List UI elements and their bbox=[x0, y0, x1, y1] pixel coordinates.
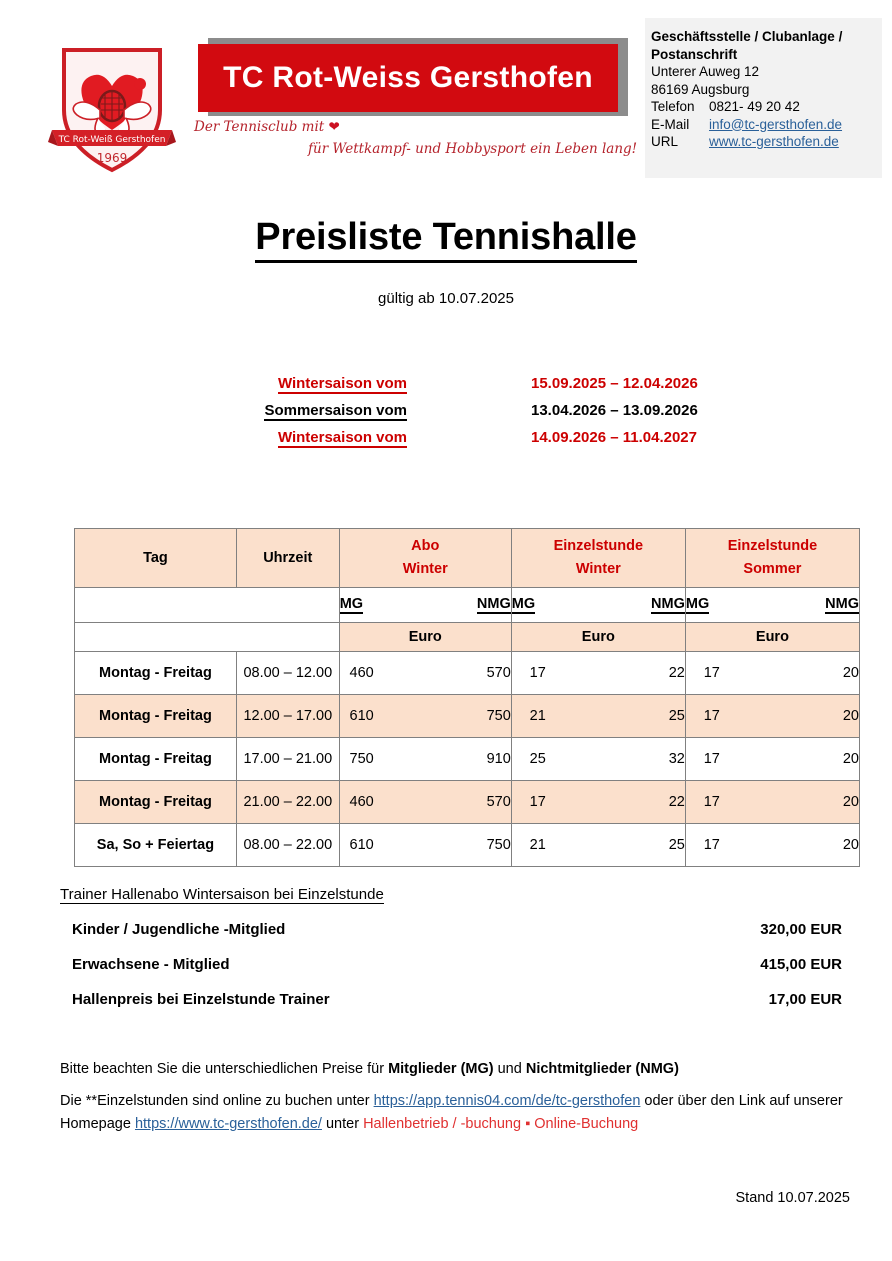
cell-einzel-winter bbox=[511, 695, 685, 738]
cell-einzel-sommer bbox=[685, 824, 859, 867]
note-membership bbox=[60, 1061, 679, 1077]
trainer-label: Kinder / Jugendliche -Mitglied bbox=[72, 921, 286, 938]
cell-ew-mg: 25 bbox=[529, 751, 546, 767]
table-row bbox=[75, 738, 860, 781]
note2-part-b: oder über den Link auf unserer Homepage bbox=[60, 1093, 843, 1132]
cell-abo-mg: 460 bbox=[349, 794, 374, 810]
season-dates: 15.09.2025 – 12.04.2026 bbox=[531, 375, 698, 392]
cell-uhrzeit: 12.00 – 17.00 bbox=[236, 695, 339, 738]
cell-tag: Montag - Freitag bbox=[75, 652, 237, 695]
page-title-text: Preisliste Tennishalle bbox=[255, 216, 636, 263]
cell-abo bbox=[339, 781, 511, 824]
trainer-price: 320,00 EUR bbox=[760, 921, 842, 938]
cell-es-mg: 17 bbox=[703, 708, 720, 724]
subheader-einzel-sommer bbox=[685, 588, 859, 623]
subheader-abo bbox=[339, 588, 511, 623]
cell-abo-mg: 610 bbox=[349, 837, 374, 853]
contact-url-row bbox=[651, 133, 882, 151]
cell-abo bbox=[339, 824, 511, 867]
table-row bbox=[75, 652, 860, 695]
cell-ew-nmg: 22 bbox=[668, 665, 685, 681]
contact-title-line-1: Geschäftsstelle / Clubanlage / bbox=[651, 29, 843, 44]
cell-abo-nmg: 750 bbox=[486, 837, 511, 853]
cell-es-nmg: 20 bbox=[842, 708, 859, 724]
cell-abo bbox=[339, 652, 511, 695]
contact-street: Unterer Auweg 12 bbox=[651, 64, 760, 79]
logo-year: 1969 bbox=[96, 151, 128, 165]
trainer-price: 17,00 EUR bbox=[768, 991, 842, 1008]
cell-einzel-winter bbox=[511, 738, 685, 781]
cell-abo-mg: 750 bbox=[349, 751, 374, 767]
cell-abo-nmg: 570 bbox=[486, 665, 511, 681]
sub-nmg-label: NMG bbox=[825, 596, 859, 612]
email-label: E-Mail bbox=[651, 116, 690, 132]
booking-app-link[interactable]: https://app.tennis04.com/de/tc-gersthofen bbox=[373, 1093, 641, 1109]
season-row bbox=[0, 402, 892, 429]
note1-mg: Mitglieder (MG) bbox=[388, 1061, 494, 1077]
currency-abo: Euro bbox=[339, 623, 511, 652]
trainer-item bbox=[72, 991, 842, 1008]
cell-ew-mg: 21 bbox=[529, 708, 546, 724]
tagline-line-2: für Wettkampf- und Hobbysport ein Leben lang! bbox=[308, 141, 638, 157]
cell-es-mg: 17 bbox=[703, 837, 720, 853]
website-link[interactable]: www.tc-gersthofen.de bbox=[709, 134, 839, 149]
club-name-banner bbox=[198, 30, 628, 120]
season-dates: 14.09.2026 – 11.04.2027 bbox=[531, 429, 697, 446]
cell-abo-nmg: 750 bbox=[486, 708, 511, 724]
homepage-link[interactable]: https://www.tc-gersthofen.de/ bbox=[134, 1116, 322, 1132]
season-row bbox=[0, 375, 892, 402]
cell-uhrzeit: 17.00 – 21.00 bbox=[236, 738, 339, 781]
trainer-label: Erwachsene - Mitglied bbox=[72, 956, 230, 973]
booking-path-text: Hallenbetrieb / -buchung ▪ Online-Buchung bbox=[363, 1116, 639, 1132]
table-row bbox=[75, 781, 860, 824]
note-booking bbox=[60, 1090, 860, 1136]
trainer-label: Hallenpreis bei Einzelstunde Trainer bbox=[72, 991, 330, 1008]
cell-einzel-sommer bbox=[685, 781, 859, 824]
sub-mg-label: MG bbox=[511, 596, 536, 612]
note1-nmg: Nichtmitglieder (NMG) bbox=[525, 1061, 679, 1077]
cell-es-mg: 17 bbox=[703, 665, 720, 681]
shield-logo-icon bbox=[46, 38, 178, 178]
cell-tag: Montag - Freitag bbox=[75, 695, 237, 738]
group-line-1: Einzelstunde bbox=[553, 538, 644, 554]
note1-part-c: und bbox=[493, 1061, 526, 1077]
cell-es-mg: 17 bbox=[703, 794, 720, 810]
cell-abo bbox=[339, 695, 511, 738]
table-currency-row bbox=[75, 623, 860, 652]
tagline-text-1: Der Tennisclub mit bbox=[194, 119, 325, 135]
banner-red-box bbox=[198, 44, 618, 112]
sub-nmg-label: NMG bbox=[651, 596, 685, 612]
trainer-section-heading: Trainer Hallenabo Wintersaison bei Einzelstunde bbox=[60, 886, 384, 903]
page-title bbox=[0, 216, 892, 263]
season-label: Wintersaison vom bbox=[277, 429, 407, 446]
cell-uhrzeit: 21.00 – 22.00 bbox=[236, 781, 339, 824]
note2-part-a: Die **Einzelstunden sind online zu buchen unter bbox=[60, 1093, 374, 1109]
table-row bbox=[75, 824, 860, 867]
cell-es-nmg: 20 bbox=[842, 751, 859, 767]
header-tag: Tag bbox=[75, 529, 237, 588]
group-line-2: Sommer bbox=[743, 561, 802, 577]
cell-ew-mg: 17 bbox=[529, 665, 546, 681]
contact-email-row bbox=[651, 116, 882, 134]
group-line-2: Winter bbox=[402, 561, 448, 577]
trainer-item bbox=[72, 921, 842, 938]
table-header-group-row bbox=[75, 529, 860, 588]
cell-tag: Sa, So + Feiertag bbox=[75, 824, 237, 867]
cell-ew-nmg: 25 bbox=[668, 837, 685, 853]
header-group-einzelstunde-sommer bbox=[685, 529, 859, 588]
page-header bbox=[0, 0, 892, 185]
season-list bbox=[0, 375, 892, 456]
table-row bbox=[75, 695, 860, 738]
email-link[interactable]: info@tc-gersthofen.de bbox=[709, 116, 843, 132]
currency-einzel-sommer: Euro bbox=[685, 623, 859, 652]
table-subheader-row bbox=[75, 588, 860, 623]
cell-einzel-winter bbox=[511, 824, 685, 867]
note2-part-c: unter bbox=[321, 1116, 364, 1132]
header-group-abo-winter bbox=[339, 529, 511, 588]
group-line-1: Abo bbox=[411, 538, 440, 554]
season-dates: 13.04.2026 – 13.09.2026 bbox=[531, 402, 698, 419]
cell-uhrzeit: 08.00 – 22.00 bbox=[236, 824, 339, 867]
cell-abo-nmg: 570 bbox=[486, 794, 511, 810]
sub-mg-label: MG bbox=[339, 596, 364, 612]
cell-ew-nmg: 22 bbox=[668, 794, 685, 810]
cell-es-mg: 17 bbox=[703, 751, 720, 767]
cell-tag: Montag - Freitag bbox=[75, 738, 237, 781]
trainer-price: 415,00 EUR bbox=[760, 956, 842, 973]
contact-phone-row bbox=[651, 98, 882, 116]
cell-einzel-sommer bbox=[685, 738, 859, 781]
heart-icon: ❤ bbox=[328, 119, 340, 135]
club-logo bbox=[46, 38, 178, 178]
season-label: Wintersaison vom bbox=[277, 375, 407, 392]
group-line-1: Einzelstunde bbox=[727, 538, 818, 554]
logo-banner-text: TC Rot-Weiß Gersthofen bbox=[58, 135, 166, 145]
cell-ew-nmg: 32 bbox=[668, 751, 685, 767]
group-line-2: Winter bbox=[575, 561, 621, 577]
phone-value: 0821- 49 20 42 bbox=[709, 99, 800, 114]
cell-einzel-winter bbox=[511, 652, 685, 695]
trainer-item bbox=[72, 956, 842, 973]
contact-box bbox=[645, 18, 882, 178]
cell-ew-mg: 21 bbox=[529, 837, 546, 853]
price-table bbox=[74, 528, 860, 867]
cell-einzel-sommer bbox=[685, 652, 859, 695]
cell-tag: Montag - Freitag bbox=[75, 781, 237, 824]
cell-ew-mg: 17 bbox=[529, 794, 546, 810]
cell-einzel-winter bbox=[511, 781, 685, 824]
cell-abo bbox=[339, 738, 511, 781]
url-label: URL bbox=[651, 134, 679, 149]
currency-blank bbox=[75, 623, 340, 652]
cell-uhrzeit: 08.00 – 12.00 bbox=[236, 652, 339, 695]
sub-mg-label: MG bbox=[685, 596, 710, 612]
note1-part-a: Bitte beachten Sie die unterschiedlichen Preise für bbox=[60, 1061, 389, 1077]
header-group-einzelstunde-winter bbox=[511, 529, 685, 588]
header-uhrzeit: Uhrzeit bbox=[236, 529, 339, 588]
cell-ew-nmg: 25 bbox=[668, 708, 685, 724]
cell-abo-nmg: 910 bbox=[486, 751, 511, 767]
season-row bbox=[0, 429, 892, 456]
club-name-text: TC Rot-Weiss Gersthofen bbox=[223, 61, 593, 94]
sub-nmg-label: NMG bbox=[476, 596, 511, 612]
contact-city: 86169 Augsburg bbox=[651, 81, 750, 97]
page-subtitle: gültig ab 10.07.2025 bbox=[378, 290, 514, 307]
cell-es-nmg: 20 bbox=[842, 837, 859, 853]
contact-title-line-2: Postanschrift bbox=[651, 46, 738, 62]
currency-einzel-winter: Euro bbox=[511, 623, 685, 652]
tagline-line-1 bbox=[194, 119, 340, 135]
subheader-blank bbox=[75, 588, 340, 623]
season-label: Sommersaison vom bbox=[264, 402, 407, 419]
document-stand-date: Stand 10.07.2025 bbox=[735, 1190, 850, 1206]
cell-es-nmg: 20 bbox=[842, 794, 859, 810]
subheader-einzel-winter bbox=[511, 588, 685, 623]
cell-es-nmg: 20 bbox=[842, 665, 859, 681]
cell-abo-mg: 460 bbox=[349, 665, 374, 681]
cell-abo-mg: 610 bbox=[349, 708, 374, 724]
cell-einzel-sommer bbox=[685, 695, 859, 738]
phone-label: Telefon bbox=[651, 99, 695, 114]
